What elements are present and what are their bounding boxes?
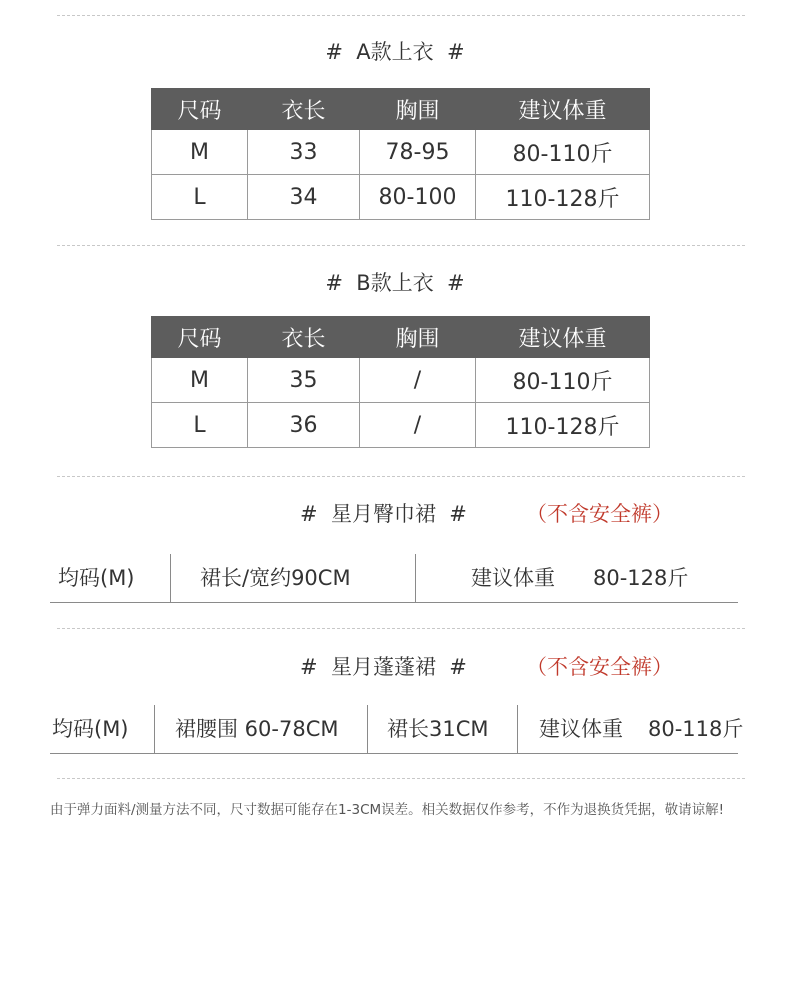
size-cell: 均码(M) (52, 717, 129, 741)
header-weight: 建议体重 (476, 317, 650, 358)
header-length: 衣长 (248, 89, 360, 130)
skirt-d-row (50, 705, 744, 754)
table-cell: / (360, 358, 476, 403)
table-header-row (152, 89, 650, 130)
weight-label-cell: 建议体重 (539, 717, 623, 741)
table-cell: 36 (248, 403, 360, 448)
table-header-row (152, 317, 650, 358)
table-cell: 34 (248, 175, 360, 220)
section-c-note: （不含安全裤） (526, 502, 673, 526)
divider (57, 628, 745, 629)
divider (57, 245, 745, 246)
divider (57, 476, 745, 477)
size-table-b (151, 316, 650, 448)
cell-separator (170, 554, 171, 602)
table-cell: L (152, 403, 248, 448)
table-cell: L (152, 175, 248, 220)
weight-value-cell: 80-118斤 (648, 717, 744, 741)
table-cell: 80-110斤 (476, 130, 650, 175)
cell-separator (154, 705, 155, 753)
table-cell: M (152, 358, 248, 403)
header-size: 尺码 (152, 317, 248, 358)
table-cell: 78-95 (360, 130, 476, 175)
weight-value-cell: 80-128斤 (593, 566, 689, 590)
section-a-title: # A款上衣 # (325, 40, 465, 64)
size-table-a (151, 88, 650, 220)
table-row (152, 175, 650, 220)
section-b-title: # B款上衣 # (325, 271, 465, 295)
table-cell: 80-100 (360, 175, 476, 220)
header-weight: 建议体重 (476, 89, 650, 130)
skirt-c-row (50, 554, 738, 603)
divider (57, 778, 745, 779)
size-cell: 均码(M) (58, 566, 135, 590)
cell-separator (517, 705, 518, 753)
header-chest: 胸围 (360, 89, 476, 130)
header-size: 尺码 (152, 89, 248, 130)
header-length: 衣长 (248, 317, 360, 358)
section-d-title: # 星月蓬蓬裙 # (300, 655, 467, 679)
disclaimer-text: 由于弹力面料/测量方法不同，尺寸数据可能存在1-3CM误差。相关数据仅作参考，不作为退换货凭据，敬请谅解! (50, 802, 725, 818)
header-chest: 胸围 (360, 317, 476, 358)
table-cell: 35 (248, 358, 360, 403)
table-cell: M (152, 130, 248, 175)
table-cell: / (360, 403, 476, 448)
weight-label-cell: 建议体重 (471, 566, 555, 590)
divider-top (57, 15, 745, 16)
waist-cell: 裙腰围 60-78CM (175, 717, 339, 741)
cell-separator (415, 554, 416, 602)
length-cell: 裙长31CM (387, 717, 489, 741)
table-cell: 110-128斤 (476, 175, 650, 220)
table-row (152, 130, 650, 175)
table-cell: 110-128斤 (476, 403, 650, 448)
table-cell: 33 (248, 130, 360, 175)
table-cell: 80-110斤 (476, 358, 650, 403)
length-cell: 裙长/宽约90CM (200, 566, 351, 590)
cell-separator (367, 705, 368, 753)
section-d-note: （不含安全裤） (526, 655, 673, 679)
section-c-title: # 星月臀巾裙 # (300, 502, 467, 526)
table-row (152, 358, 650, 403)
table-row (152, 403, 650, 448)
